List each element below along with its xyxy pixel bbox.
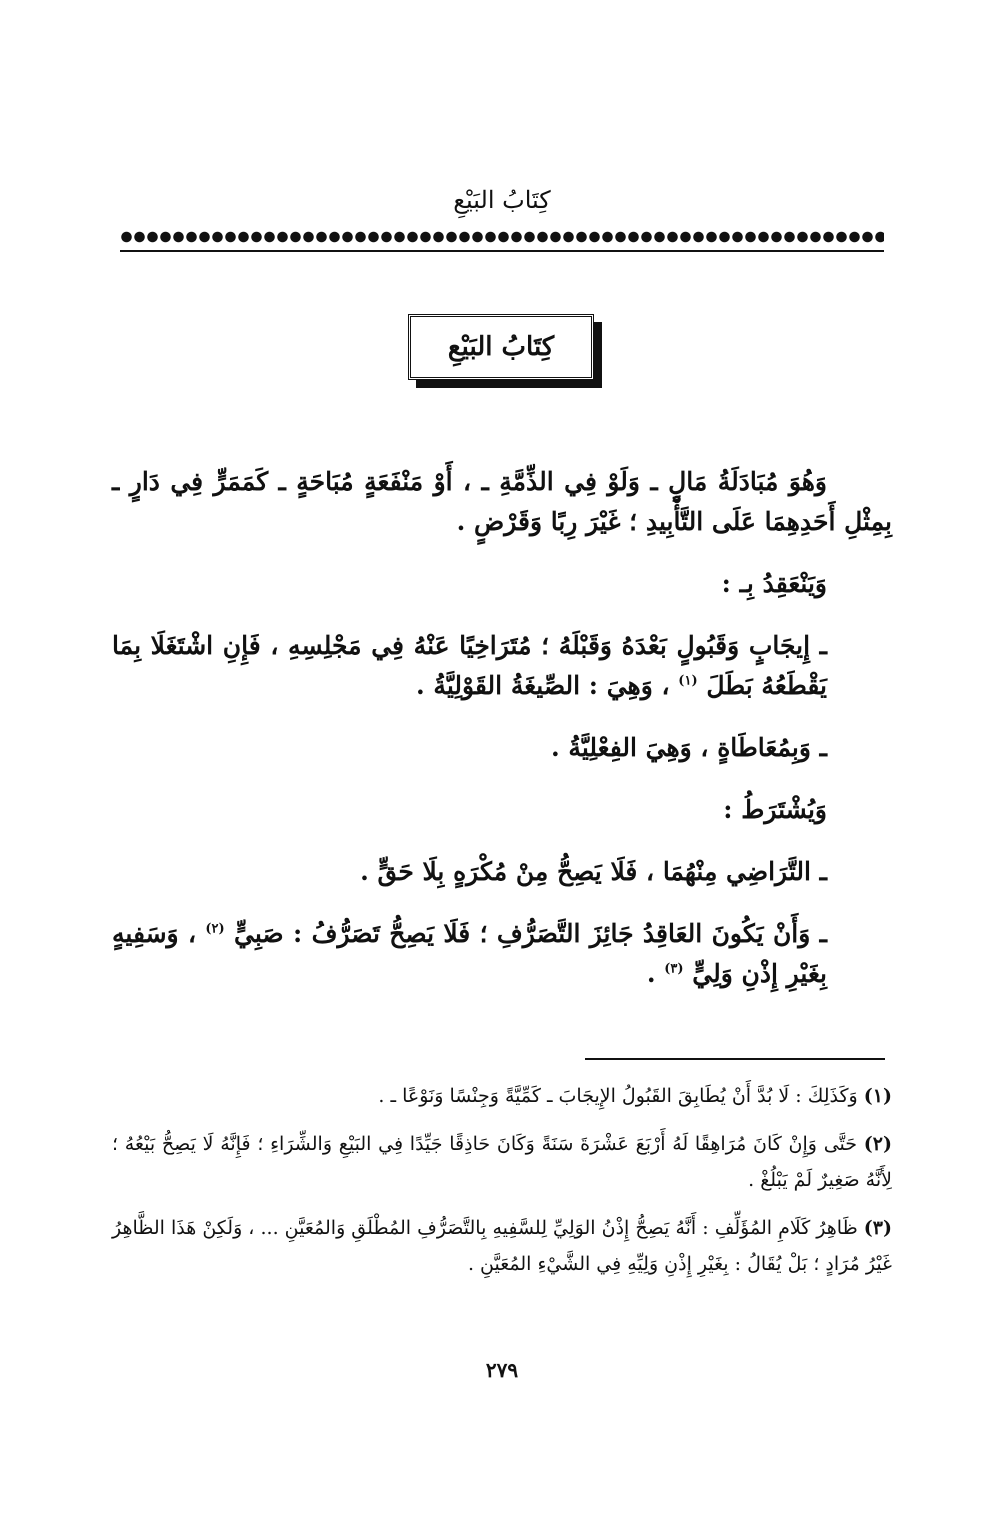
paragraph: ـ وَبِمُعَاطَاةٍ ، وَهِيَ الفِعْلِيَّةُ . xyxy=(551,733,827,762)
footnote-number: (٢) xyxy=(863,1133,892,1155)
chapter-title: كِتَابُ البَيْعِ xyxy=(447,332,555,362)
main-text xyxy=(112,462,892,1016)
paragraph-text: وَهُوَ مُبَادَلَةُ مَالٍ ـ وَلَوْ فِي الذِّمَّةِ ـ ، أَوْ مَنْفَعَةٍ مُبَاحَةٍ ـ كَمَمَرٍّ فِي دَارٍ ـ بِمِثْلِ أَحَدِهِمَا عَلَى التَّأْبِيدِ ؛ غَيْرَ رِبًا وَقَرْضٍ . xyxy=(112,467,892,536)
footnote-number: (١) xyxy=(863,1085,892,1107)
footnote-text: حَتَّى وَإِنْ كَانَ مُرَاهِقًا لَهُ أَرْبَعَ عَشْرَةَ سَنَةً وَكَانَ حَاذِقًا جَيِّدًا فِي البَيْعِ وَالشِّرَاءِ ؛ فَإِنَّهُ لَا يَصِحُّ بَيْعُهُ ؛ لِأَنَّهُ صَغِيرٌ لَمْ يَبْلُغْ . xyxy=(112,1133,892,1191)
paragraph-text: . xyxy=(646,959,656,988)
footnote-text: ظَاهِرُ كَلَامِ المُؤَلِّفِ : أَنَّهُ يَصِحُّ إِذْنُ الوَلِيِّ لِلسَّفِيهِ بِالتَّصَرُّفِ المُطْلَقِ وَالمُعَيَّنِ ... ، وَلَكِنْ هَذَا الظَّاهِرُ غَيْرُ مُرَادٍ ؛ بَلْ يُقَالُ : بِغَيْرِ إِذْنِ وَلِيِّهِ فِي الشَّيْءِ المُعَيَّنِ . xyxy=(112,1217,892,1275)
paragraph-text: ، وَهِيَ : الصِّيغَةُ القَوْلِيَّةُ . xyxy=(416,671,670,700)
capacity-paragraph xyxy=(112,914,892,994)
paragraph: ـ التَّرَاضِي مِنْهُمَا ، فَلَا يَصِحُّ مِنْ مُكْرَهٍ بِلَا حَقٍّ . xyxy=(360,857,827,886)
page-number: ٢٧٩ xyxy=(485,1358,519,1382)
paragraph-text: ـ وَأَنْ يَكُونَ العَاقِدُ جَائِزَ التَّصَرُّفِ ؛ فَلَا يَصِحُّ تَصَرُّفُ : صَبِيٍّ xyxy=(234,919,827,948)
paragraph: وَيُشْتَرَطُ : xyxy=(723,795,827,824)
paragraph-text: ، وَسَفِيهٍ بِغَيْرِ إِذْنِ وَلِيٍّ xyxy=(112,919,827,988)
footnote-ref[interactable]: (٣) xyxy=(664,961,684,977)
footnote-separator xyxy=(585,1058,885,1060)
ornament-band xyxy=(120,228,884,246)
footnote-ref[interactable]: (٢) xyxy=(205,921,225,937)
ornament-rule xyxy=(120,250,884,252)
offer-acceptance-paragraph xyxy=(112,626,892,706)
ornamental-border xyxy=(120,222,884,256)
footnotes xyxy=(112,1078,892,1294)
paragraph-text: ـ إِيجَابٍ وَقَبُولٍ بَعْدَهُ وَقَبْلَهُ ؛ مُتَرَاخِيًا عَنْهُ فِي مَجْلِسِهِ ، فَإِنِ اشْتَغَلَا بِمَا يَقْطَعُهُ بَطَلَ xyxy=(112,631,827,700)
footnote xyxy=(112,1078,892,1114)
paragraph: وَيَنْعَقِدُ بِـ : xyxy=(721,569,827,598)
footnote xyxy=(112,1210,892,1282)
footnote-ref[interactable]: (١) xyxy=(678,673,698,689)
definition-paragraph xyxy=(112,462,892,542)
chapter-title-box xyxy=(408,314,594,380)
footnote-number: (٣) xyxy=(863,1217,892,1239)
running-head: كِتَابُ البَيْعِ xyxy=(453,186,551,214)
footnote xyxy=(112,1126,892,1198)
footnote-text: وَكَذَلِكَ : لَا بُدَّ أَنْ يُطَابِقَ القَبُولُ الإِيجَابَ ـ كَمِّيَّةً وَجِنْسًا وَنَوْعًا ـ . xyxy=(378,1085,858,1107)
